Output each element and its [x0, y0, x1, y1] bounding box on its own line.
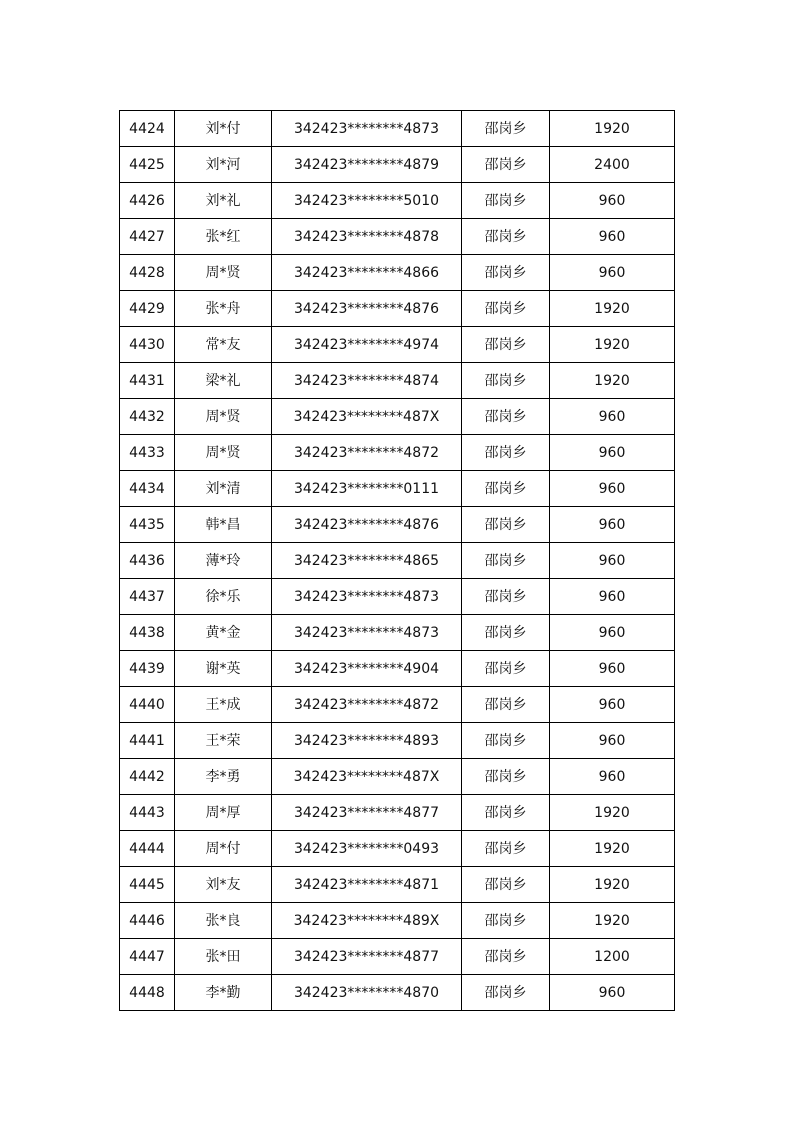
amount-cell: 960	[550, 435, 675, 471]
town-cell: 邵岗乡	[462, 687, 550, 723]
town-cell: 邵岗乡	[462, 903, 550, 939]
name-cell: 常*友	[175, 327, 272, 363]
town-cell: 邵岗乡	[462, 327, 550, 363]
table-row	[120, 795, 675, 831]
seq-cell: 4441	[120, 723, 175, 759]
amount-cell: 960	[550, 975, 675, 1011]
seq-cell: 4440	[120, 687, 175, 723]
table-row	[120, 219, 675, 255]
table-row	[120, 111, 675, 147]
id-number-cell: 342423********4871	[272, 867, 462, 903]
seq-cell: 4434	[120, 471, 175, 507]
amount-cell: 1920	[550, 795, 675, 831]
town-cell: 邵岗乡	[462, 399, 550, 435]
town-cell: 邵岗乡	[462, 435, 550, 471]
name-cell: 李*勇	[175, 759, 272, 795]
table-row	[120, 363, 675, 399]
seq-cell: 4431	[120, 363, 175, 399]
id-number-cell: 342423********4876	[272, 507, 462, 543]
seq-cell: 4448	[120, 975, 175, 1011]
seq-cell: 4433	[120, 435, 175, 471]
table-row	[120, 975, 675, 1011]
seq-cell: 4442	[120, 759, 175, 795]
table-row	[120, 615, 675, 651]
id-number-cell: 342423********4873	[272, 579, 462, 615]
id-number-cell: 342423********4872	[272, 435, 462, 471]
town-cell: 邵岗乡	[462, 579, 550, 615]
id-number-cell: 342423********5010	[272, 183, 462, 219]
id-number-cell: 342423********4873	[272, 111, 462, 147]
id-number-cell: 342423********4873	[272, 615, 462, 651]
name-cell: 梁*礼	[175, 363, 272, 399]
name-cell: 周*厚	[175, 795, 272, 831]
table-row	[120, 579, 675, 615]
town-cell: 邵岗乡	[462, 795, 550, 831]
name-cell: 刘*友	[175, 867, 272, 903]
id-number-cell: 342423********4874	[272, 363, 462, 399]
id-number-cell: 342423********4866	[272, 255, 462, 291]
amount-cell: 1200	[550, 939, 675, 975]
name-cell: 张*舟	[175, 291, 272, 327]
name-cell: 徐*乐	[175, 579, 272, 615]
seq-cell: 4446	[120, 903, 175, 939]
table-row	[120, 939, 675, 975]
town-cell: 邵岗乡	[462, 147, 550, 183]
town-cell: 邵岗乡	[462, 219, 550, 255]
id-number-cell: 342423********4904	[272, 651, 462, 687]
amount-cell: 1920	[550, 111, 675, 147]
table-row	[120, 831, 675, 867]
town-cell: 邵岗乡	[462, 975, 550, 1011]
name-cell: 刘*付	[175, 111, 272, 147]
town-cell: 邵岗乡	[462, 651, 550, 687]
name-cell: 周*贤	[175, 399, 272, 435]
seq-cell: 4443	[120, 795, 175, 831]
amount-cell: 1920	[550, 291, 675, 327]
town-cell: 邵岗乡	[462, 291, 550, 327]
table-row	[120, 651, 675, 687]
amount-cell: 1920	[550, 363, 675, 399]
table-row	[120, 759, 675, 795]
name-cell: 张*红	[175, 219, 272, 255]
town-cell: 邵岗乡	[462, 543, 550, 579]
name-cell: 黄*金	[175, 615, 272, 651]
name-cell: 薄*玲	[175, 543, 272, 579]
roster-table	[119, 110, 675, 1011]
id-number-cell: 342423********487X	[272, 759, 462, 795]
amount-cell: 1920	[550, 867, 675, 903]
seq-cell: 4444	[120, 831, 175, 867]
name-cell: 周*付	[175, 831, 272, 867]
amount-cell: 1920	[550, 327, 675, 363]
seq-cell: 4445	[120, 867, 175, 903]
name-cell: 张*良	[175, 903, 272, 939]
amount-cell: 960	[550, 471, 675, 507]
table-row	[120, 255, 675, 291]
id-number-cell: 342423********4878	[272, 219, 462, 255]
roster-body	[120, 111, 675, 1011]
town-cell: 邵岗乡	[462, 615, 550, 651]
amount-cell: 1920	[550, 831, 675, 867]
amount-cell: 960	[550, 723, 675, 759]
id-number-cell: 342423********4893	[272, 723, 462, 759]
seq-cell: 4427	[120, 219, 175, 255]
town-cell: 邵岗乡	[462, 831, 550, 867]
table-row	[120, 291, 675, 327]
amount-cell: 960	[550, 651, 675, 687]
name-cell: 周*贤	[175, 255, 272, 291]
town-cell: 邵岗乡	[462, 723, 550, 759]
table-row	[120, 543, 675, 579]
amount-cell: 960	[550, 687, 675, 723]
amount-cell: 960	[550, 543, 675, 579]
seq-cell: 4435	[120, 507, 175, 543]
seq-cell: 4438	[120, 615, 175, 651]
seq-cell: 4429	[120, 291, 175, 327]
name-cell: 谢*英	[175, 651, 272, 687]
seq-cell: 4428	[120, 255, 175, 291]
table-row	[120, 399, 675, 435]
table-row	[120, 867, 675, 903]
id-number-cell: 342423********487X	[272, 399, 462, 435]
name-cell: 李*勤	[175, 975, 272, 1011]
name-cell: 刘*河	[175, 147, 272, 183]
table-row	[120, 327, 675, 363]
name-cell: 王*成	[175, 687, 272, 723]
seq-cell: 4437	[120, 579, 175, 615]
table-row	[120, 147, 675, 183]
name-cell: 张*田	[175, 939, 272, 975]
id-number-cell: 342423********4872	[272, 687, 462, 723]
table-row	[120, 435, 675, 471]
amount-cell: 960	[550, 759, 675, 795]
table-row	[120, 507, 675, 543]
name-cell: 刘*清	[175, 471, 272, 507]
name-cell: 王*荣	[175, 723, 272, 759]
name-cell: 周*贤	[175, 435, 272, 471]
town-cell: 邵岗乡	[462, 255, 550, 291]
town-cell: 邵岗乡	[462, 471, 550, 507]
town-cell: 邵岗乡	[462, 111, 550, 147]
town-cell: 邵岗乡	[462, 759, 550, 795]
town-cell: 邵岗乡	[462, 183, 550, 219]
seq-cell: 4439	[120, 651, 175, 687]
seq-cell: 4436	[120, 543, 175, 579]
amount-cell: 1920	[550, 903, 675, 939]
amount-cell: 960	[550, 219, 675, 255]
table-row	[120, 471, 675, 507]
id-number-cell: 342423********4876	[272, 291, 462, 327]
amount-cell: 960	[550, 615, 675, 651]
seq-cell: 4432	[120, 399, 175, 435]
id-number-cell: 342423********0111	[272, 471, 462, 507]
id-number-cell: 342423********4877	[272, 939, 462, 975]
table-row	[120, 723, 675, 759]
table-row	[120, 903, 675, 939]
town-cell: 邵岗乡	[462, 867, 550, 903]
amount-cell: 960	[550, 507, 675, 543]
town-cell: 邵岗乡	[462, 939, 550, 975]
id-number-cell: 342423********4974	[272, 327, 462, 363]
seq-cell: 4430	[120, 327, 175, 363]
id-number-cell: 342423********4865	[272, 543, 462, 579]
seq-cell: 4447	[120, 939, 175, 975]
amount-cell: 960	[550, 255, 675, 291]
id-number-cell: 342423********4870	[272, 975, 462, 1011]
id-number-cell: 342423********4877	[272, 795, 462, 831]
seq-cell: 4424	[120, 111, 175, 147]
amount-cell: 960	[550, 399, 675, 435]
amount-cell: 960	[550, 183, 675, 219]
seq-cell: 4425	[120, 147, 175, 183]
id-number-cell: 342423********4879	[272, 147, 462, 183]
amount-cell: 960	[550, 579, 675, 615]
amount-cell: 2400	[550, 147, 675, 183]
town-cell: 邵岗乡	[462, 363, 550, 399]
id-number-cell: 342423********489X	[272, 903, 462, 939]
seq-cell: 4426	[120, 183, 175, 219]
name-cell: 刘*礼	[175, 183, 272, 219]
id-number-cell: 342423********0493	[272, 831, 462, 867]
name-cell: 韩*昌	[175, 507, 272, 543]
town-cell: 邵岗乡	[462, 507, 550, 543]
table-row	[120, 183, 675, 219]
table-row	[120, 687, 675, 723]
